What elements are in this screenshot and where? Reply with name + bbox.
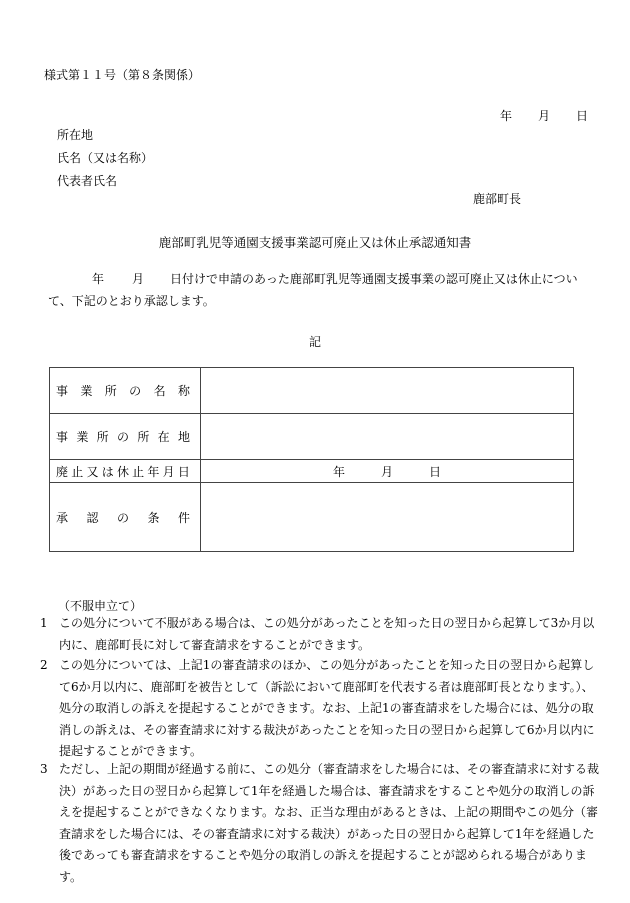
label-char: 承 xyxy=(56,510,69,525)
label-char: 所 xyxy=(137,430,150,444)
table-row xyxy=(50,368,574,414)
address-representative-label: 代表者氏名 xyxy=(57,174,118,188)
label-char: の xyxy=(116,430,129,444)
objection-item-number: 3 xyxy=(40,762,48,776)
objection-item-text: この処分については、上記1の審査請求のほか、この処分があったことを知った日の翌日から起算して6か月以内に、鹿部町を被告として（訴訟において鹿部町を代表する者は鹿部町長となります。）、処分の取消しの訴えを提起することができます。なお、上記1の審査請求をした場合には、処分の取消しの訴えは、その審査請求に対する裁決があったことを知った日の翌日から起算して6か月以内に提起することができます。 xyxy=(59,658,595,758)
objection-heading: （不服申立て） xyxy=(58,599,143,613)
row-value-conditions[interactable] xyxy=(201,483,574,552)
row-value-date[interactable] xyxy=(201,460,574,483)
ki-heading: 記 xyxy=(308,335,321,349)
address-name-label: 氏名（又は名称） xyxy=(57,151,154,165)
table-date-day: 日 xyxy=(429,464,442,479)
objection-item xyxy=(40,759,600,888)
row-value-facility-address[interactable] xyxy=(201,414,574,460)
intro-paragraph xyxy=(48,268,588,312)
label-char: 在 xyxy=(157,430,170,444)
form-table xyxy=(49,367,574,552)
label-char: 止 xyxy=(132,464,145,479)
label-char: の xyxy=(129,384,142,398)
label-char: 又 xyxy=(86,464,99,479)
intro-year: 年 xyxy=(92,272,105,286)
row-label-facility-name xyxy=(50,368,201,414)
objection-item-text: この処分について不服がある場合は、この処分があったことを知った日の翌日から起算して3か月以内に、鹿部町長に対して審査請求をすることができます。 xyxy=(59,616,595,652)
document-title: 鹿部町乳児等通園支援事業認可廃止又は休止承認通知書 xyxy=(158,235,472,250)
label-char: 地 xyxy=(177,430,190,444)
label-char: 廃 xyxy=(56,464,69,479)
label-char: 月 xyxy=(162,464,175,479)
table-row xyxy=(50,483,574,552)
label-char: 年 xyxy=(147,464,160,479)
row-label-conditions xyxy=(50,483,201,552)
table-date-year: 年 xyxy=(332,464,345,479)
table-row xyxy=(50,414,574,460)
label-char: の xyxy=(116,510,129,525)
date-year: 年 xyxy=(500,109,513,123)
date-line xyxy=(500,107,588,124)
objection-item-number: 1 xyxy=(40,616,48,630)
label-char: 業 xyxy=(80,384,93,398)
row-label-facility-address xyxy=(50,414,201,460)
intro-month: 月 xyxy=(132,272,145,286)
date-month: 月 xyxy=(538,109,551,123)
address-location-label: 所在地 xyxy=(57,128,94,142)
label-char: 称 xyxy=(177,384,190,398)
date-day: 日 xyxy=(576,109,589,123)
label-char: 事 xyxy=(56,430,69,444)
label-char: 所 xyxy=(96,430,109,444)
objection-item-number: 2 xyxy=(40,658,48,672)
table-date-month: 月 xyxy=(380,464,393,479)
objection-item xyxy=(40,613,600,656)
objection-item-text: ただし、上記の期間が経過する前に、この処分（審査請求をした場合には、その審査請求に対する裁決）があった日の翌日から起算して1年を経過した場合は、審査請求をすることや処分の取消しの訴えを提起することができなくなります。なお、正当な理由があるときは、上記の期間やこの処分（審査請求をした場合には、その審査請求に対する裁決）があった日の翌日から起算して1年を経過した後であっても審査請求をすることや処分の取消しの訴えを提起することが認められる場合があります。 xyxy=(59,762,600,884)
table-row xyxy=(50,460,574,483)
intro-text: 日付けで申請のあった鹿部町乳児等通園支援事業の認可廃止又は休止について、下記のとおり承認します。 xyxy=(48,272,578,308)
label-char: は xyxy=(101,464,114,479)
label-char: 条 xyxy=(147,510,160,525)
label-char: 日 xyxy=(177,464,190,479)
label-char: 認 xyxy=(86,510,99,525)
label-char: 業 xyxy=(76,430,89,444)
issuer: 鹿部町長 xyxy=(473,192,522,206)
row-value-facility-name[interactable] xyxy=(201,368,574,414)
label-char: 件 xyxy=(177,510,190,525)
label-char: 名 xyxy=(153,384,166,398)
form-number: 様式第１１号（第８条関係） xyxy=(44,68,201,82)
label-char: 止 xyxy=(71,464,84,479)
objection-item xyxy=(40,655,600,763)
row-label-date xyxy=(50,460,201,483)
label-char: 所 xyxy=(104,384,117,398)
label-char: 事 xyxy=(56,384,69,398)
label-char: 休 xyxy=(116,464,129,479)
